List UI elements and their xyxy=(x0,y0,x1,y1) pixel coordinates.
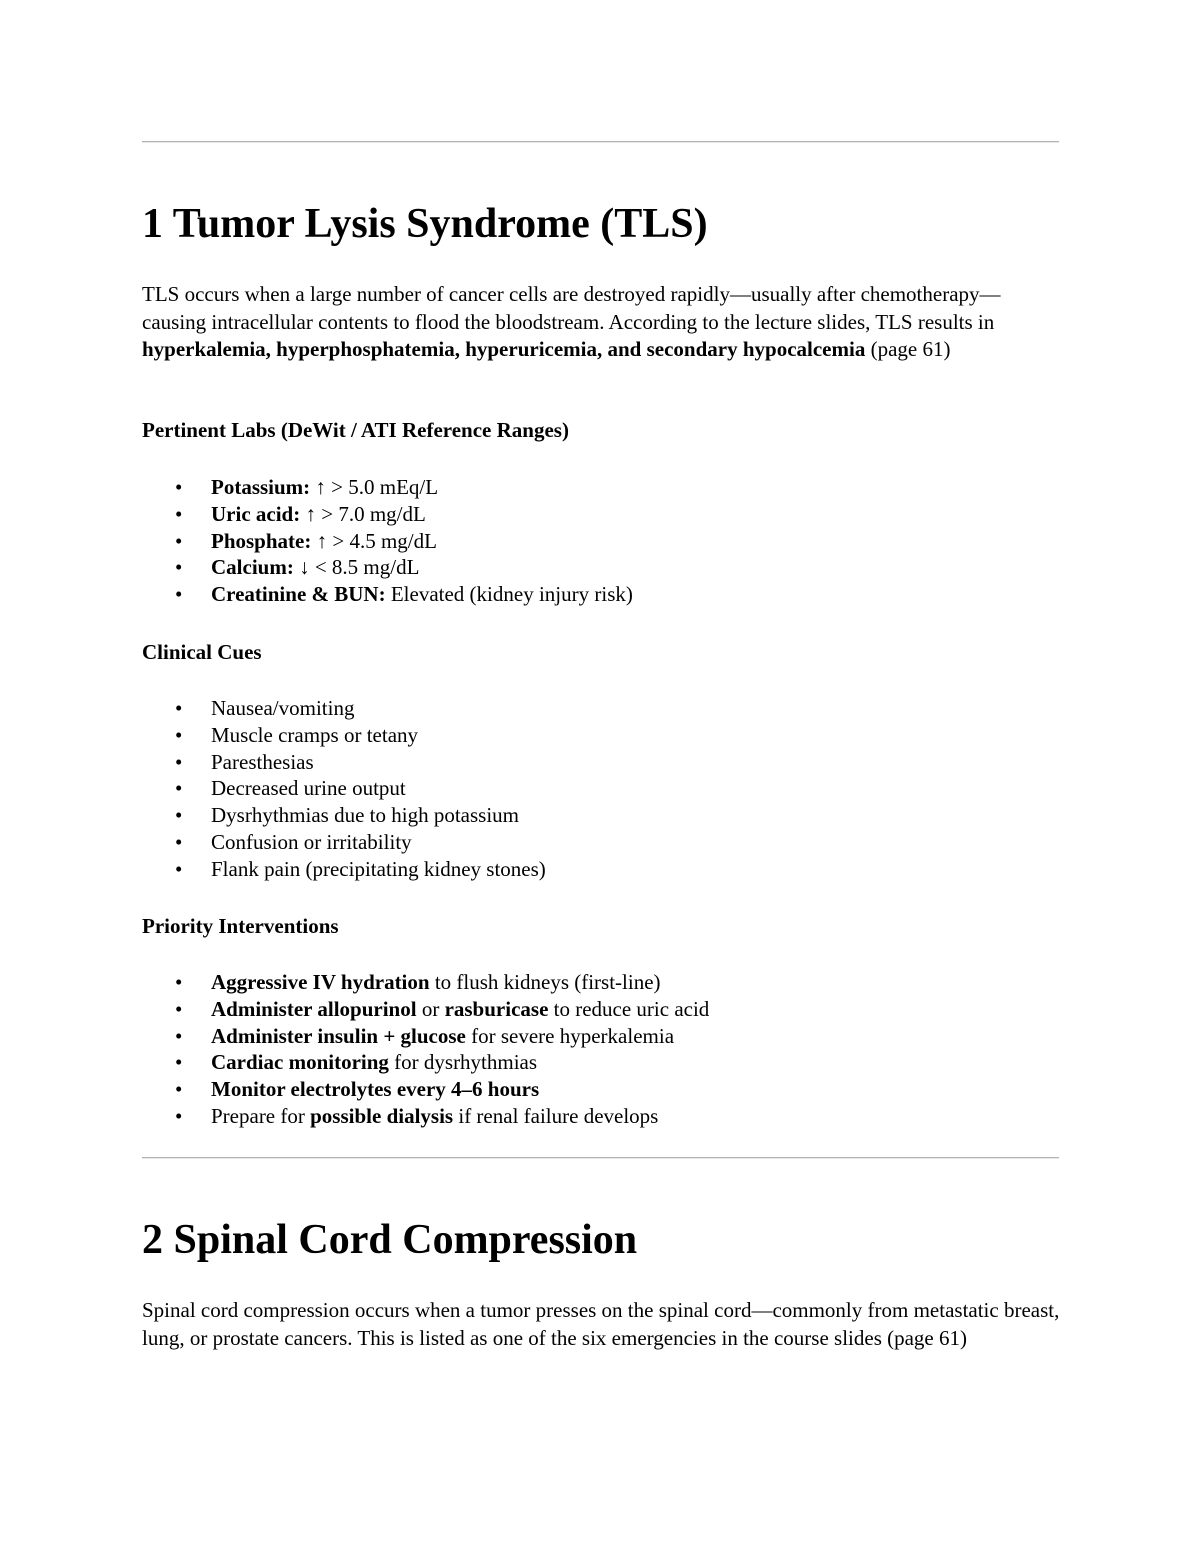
intro-page-ref: (page 61) xyxy=(865,337,951,361)
lab-value: Elevated (kidney injury risk) xyxy=(385,582,633,607)
item-text: for severe hyperkalemia xyxy=(465,1023,675,1048)
lab-label: Creatinine & BUN: xyxy=(211,582,386,607)
intro-bold: hyperkalemia, hyperphosphatemia, hyperuricemia, and secondary hypocalcemia xyxy=(142,337,866,361)
list-item xyxy=(142,1023,1060,1050)
list-item xyxy=(142,528,1060,555)
section-1-intro xyxy=(142,281,1060,364)
item-bold: possible dialysis xyxy=(310,1103,454,1128)
section-2-intro: Spinal cord compression occurs when a tumor presses on the spinal cord—commonly from metastatic breast, lung, or prostate cancers. This is listed as one of the six emergencies in the course slides (page 61) xyxy=(142,1298,1060,1350)
item-text: if renal failure develops xyxy=(453,1103,659,1128)
list-item: • Dysrhythmias due to high potassium xyxy=(142,802,1060,829)
lab-label: Uric acid: xyxy=(211,501,301,526)
list-item: • Muscle cramps or tetany xyxy=(142,722,1060,749)
lab-value: ↓ < 8.5 mg/dL xyxy=(293,555,420,580)
list-item: • Nausea/vomiting xyxy=(142,695,1060,722)
priority-interventions-heading: Priority Interventions xyxy=(142,914,339,938)
lab-value: ↑ > 4.5 mg/dL xyxy=(311,528,437,553)
labs-list xyxy=(142,474,1060,608)
list-item xyxy=(142,1049,1060,1076)
clinical-cues-heading: Clinical Cues xyxy=(142,640,262,664)
list-item: • Decreased urine output xyxy=(142,775,1060,802)
list-item xyxy=(142,581,1060,608)
list-item xyxy=(142,996,1060,1023)
item-bold: Cardiac monitoring xyxy=(211,1050,389,1075)
item-bold: Aggressive IV hydration xyxy=(211,970,430,994)
labs-heading: Pertinent Labs (DeWit / ATI Reference Ranges) xyxy=(142,418,569,442)
intro-text: TLS occurs when a large number of cancer cells are destroyed rapidly—usually after chemotherapy—causing intracellular contents to flood the bloodstream. According to the lecture slides, TLS results in xyxy=(142,282,1001,334)
item-text: or xyxy=(416,996,445,1021)
list-item xyxy=(142,554,1060,581)
list-item: • Confusion or irritability xyxy=(142,829,1060,856)
item-bold: Administer allopurinol xyxy=(211,996,417,1021)
lab-label: Phosphate: xyxy=(211,528,312,553)
item-bold: Administer insulin + glucose xyxy=(211,1023,466,1048)
clinical-cues-list xyxy=(142,695,1060,883)
lab-label: Calcium: xyxy=(211,555,294,580)
list-item: • Paresthesias xyxy=(142,749,1060,776)
section-1-title: 1 Tumor Lysis Syndrome (TLS) xyxy=(142,201,708,247)
lab-value: ↑ > 5.0 mEq/L xyxy=(310,475,439,499)
lab-value: ↑ > 7.0 mg/dL xyxy=(300,501,426,526)
item-bold: rasburicase xyxy=(444,996,549,1021)
item-text: for dysrhythmias xyxy=(388,1050,538,1075)
item-text: to flush kidneys (first-line) xyxy=(429,970,661,994)
list-item xyxy=(142,1076,1060,1103)
item-bold: Monitor electrolytes every 4–6 hours xyxy=(211,1077,540,1102)
item-text: Prepare for xyxy=(211,1103,311,1128)
item-text: to reduce uric acid xyxy=(548,996,710,1021)
list-item xyxy=(142,969,1060,996)
horizontal-rule xyxy=(142,1157,1059,1159)
list-item xyxy=(142,474,1060,501)
section-2-title: 2 Spinal Cord Compression xyxy=(142,1217,638,1263)
horizontal-rule xyxy=(142,141,1059,143)
lab-label: Potassium: xyxy=(211,475,311,499)
priority-interventions-list xyxy=(142,969,1060,1130)
list-item xyxy=(142,501,1060,528)
list-item xyxy=(142,1103,1060,1130)
list-item: • Flank pain (precipitating kidney stones) xyxy=(142,856,1060,883)
